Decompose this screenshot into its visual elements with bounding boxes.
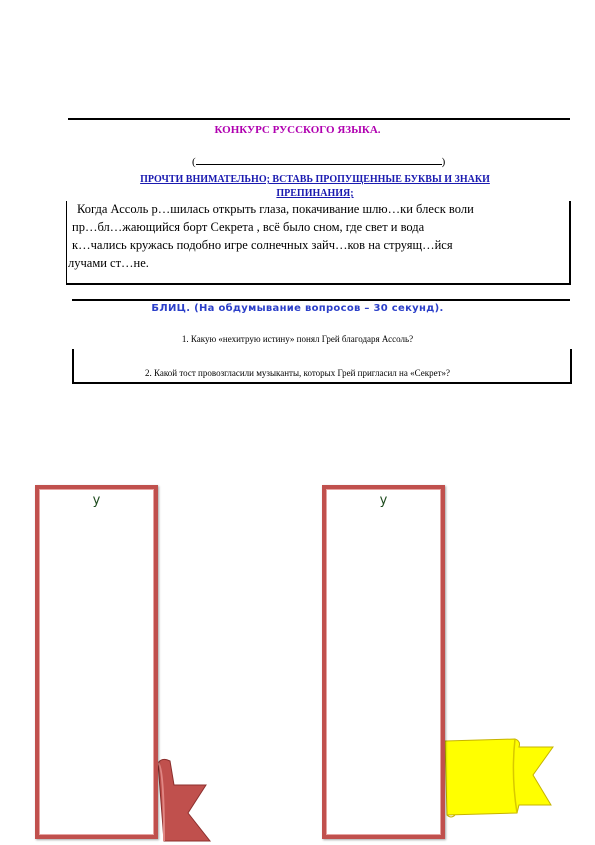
paren-open: ( [192,156,196,168]
answer-blank [192,154,450,168]
top-rule [68,118,570,120]
letter-frame-1 [35,485,158,839]
page-title: КОНКУРС РУССКОГО ЯЗЫКА. [214,124,381,136]
passage-line-4: лучами ст…не. [68,256,149,270]
question-1: 1. Какую «нехитрую истину» понял Грей благодаря Ассоль? [181,334,414,344]
frame-letter: у [92,493,101,508]
passage-line-2: пр…бл…жающийся борт Секрета , всё было сном, где свет и вода [72,220,425,234]
passage-box [66,201,571,285]
letter-frame-2 [322,485,445,839]
instruction-line-1: ПРОЧТИ ВНИМАТЕЛЬНО; ВСТАВЬ ПРОПУЩЕННЫЕ БУКВЫ И ЗНАКИ [140,174,490,185]
frame-letter: у [379,493,388,508]
blank-line [196,154,442,165]
middle-rule [72,299,570,301]
questions-box [72,349,572,384]
passage-line-1: Когда Ассоль р…шилась открыть глаза, покачивание шлю…ки блеск воли [77,202,474,216]
instruction-line-2: ПРЕПИНАНИЯ; [276,188,354,199]
blitz-heading: БЛИЦ. (На обдумывание вопросов – 30 секунд). [151,303,444,314]
instruction [95,173,535,201]
yellow-ribbon [425,735,565,825]
paren-close: ) [441,156,446,168]
passage-line-3: к…чались кружась подобно игре солнечных зайч…ков на струящ…йся [72,238,453,252]
question-2: 2. Какой тост провозгласили музыканты, которых Грей пригласил на «Секрет»? [144,368,451,378]
